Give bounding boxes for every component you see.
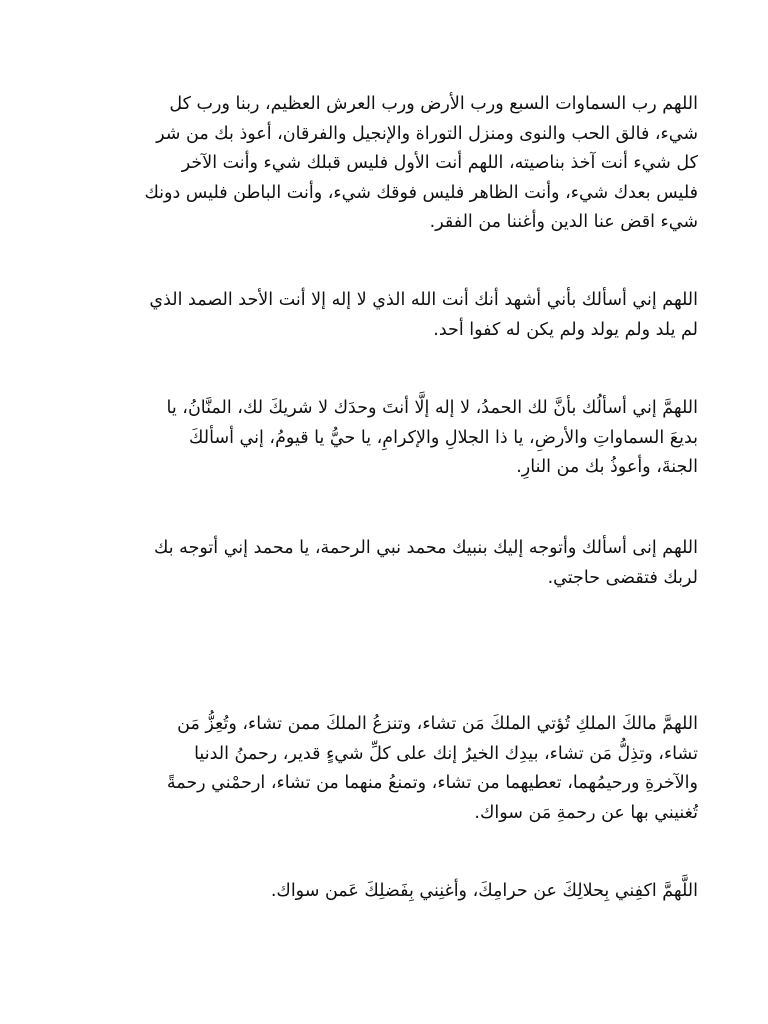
dua-paragraph-3 (48, 394, 698, 483)
text-line: لربك فتقضى حاجتي. (547, 567, 698, 588)
text-line: كل شيء أنت آخذ بناصيته، اللهم أنت الأول فليس قبلك شيء وأنت الآخر (181, 153, 698, 173)
dua-paragraph-5 (48, 710, 698, 828)
text-line: اللَّهمَّ اكفِني بِحلالِكَ عن حرامِكَ، وأغنِني بِفَضلِكَ عَمن سواك. (270, 881, 698, 901)
dua-paragraph-4 (48, 534, 698, 593)
text-line: اللهم رب السماوات السبع ورب الأرض ورب العرش العظيم، ربنا ورب كل (169, 94, 698, 114)
text-line: اللهم إني أسألك بأني أشهد أنك أنت الله الذي لا إله إلا أنت الأحد الصمد الذي (149, 290, 698, 310)
dua-paragraph-1 (48, 90, 698, 238)
text-line: تُغنيني بها عن رحمةِ مَن سواك. (474, 802, 698, 823)
text-line: اللهم إنى أسألك وأتوجه إليك بنبيك محمد نبي الرحمة، يا محمد إني أتوجه بك (154, 538, 698, 558)
text-line: شيء، فالق الحب والنوى ومنزل التوراة والإنجيل والفرقان، أعوذ بك من شر (156, 123, 698, 144)
text-line: الجنةَ، وأعوذُ بك من النارِ. (516, 457, 698, 477)
text-line: شيء اقض عنا الدين وأغننا من الفقر. (429, 212, 698, 232)
dua-paragraph-2 (48, 286, 698, 345)
text-line: والآخرةِ ورحيمُهما، تعطيهما من تشاء، وتمنعُ منهما من تشاء، ارحمْني رحمةً (166, 773, 698, 793)
text-line: بديعَ السماواتِ والأرضِ، يا ذا الجلالِ والإكرامِ، يا حيُّ يا قيومُ، إني أسألكَ (189, 427, 698, 448)
text-line: اللهمَّ إني أسألُك بأنَّ لك الحمدُ، لا إله إلَّا أنتَ وحدَك لا شريكَ لك، المنَّانُ، يا (166, 398, 698, 418)
text-line: فليس بعدك شيء، وأنت الظاهر فليس فوقك شيء، وأنت الباطن فليس دونك (144, 182, 698, 203)
text-line: لم يلد ولم يولد ولم يكن له كفوا أحد. (433, 319, 698, 340)
dua-paragraph-6 (48, 877, 698, 907)
text-line: اللهمَّ مالكَ الملكِ تُؤتي الملكَ مَن تشاء، وتنزعُ الملكَ ممن تشاء، وتُعِزُّ مَن (177, 714, 698, 734)
text-line: تشاء، وتذِلُّ مَن تشاء، بيدِك الخيرُ إنك على كلِّ شيءٍ قدير، رحمنُ الدنيا (194, 743, 698, 764)
